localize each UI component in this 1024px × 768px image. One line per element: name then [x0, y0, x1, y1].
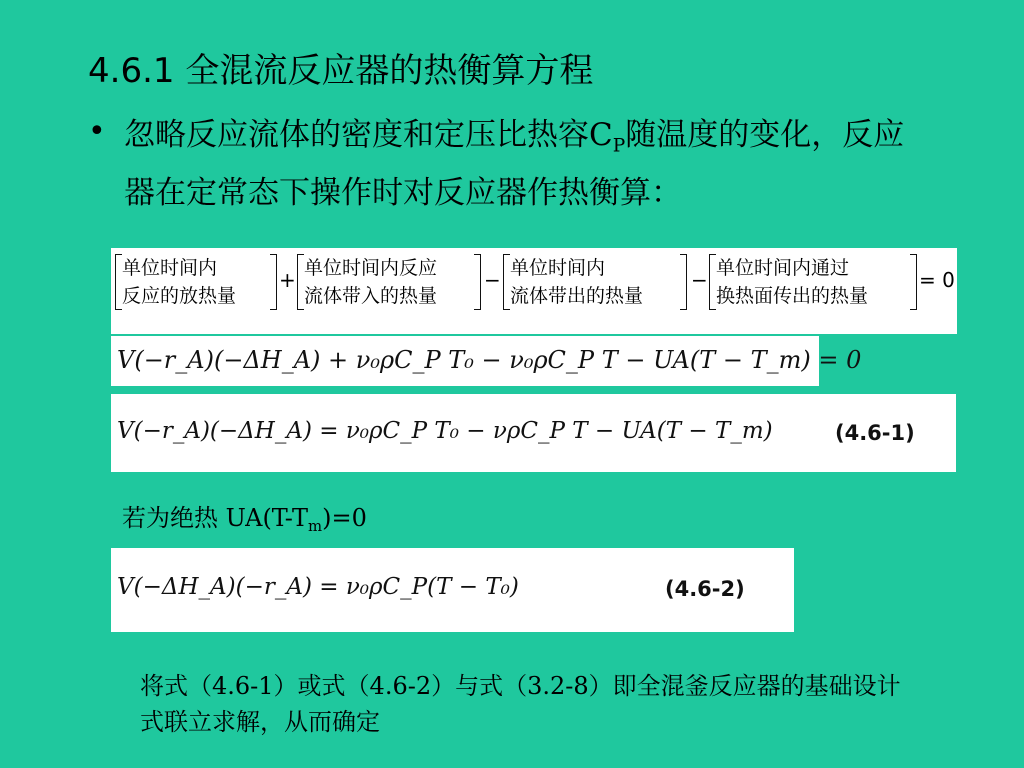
equation-steady-state-text: V(−r_A)(−ΔH_A) + ν₀ρC_P T₀ − ν₀ρC_P T − UA(T − T_m) = 0 [117, 346, 862, 374]
adiabatic-condition-subscript: m [308, 517, 323, 536]
equation-4-6-1-text: V(−r_A)(−ΔH_A) = ν₀ρC_P T₀ − νρC_P T − UA(T − T_m) [117, 418, 773, 444]
operator-plus: + [279, 268, 296, 292]
closing-note: 将式（4.6-1）或式（4.6-2）与式（3.2-8）即全混釜反应器的基础设计式联立求解，从而确定 [140, 672, 901, 736]
adiabatic-condition [122, 498, 367, 535]
bullet-text-subscript: P [612, 135, 626, 157]
term-heat-in-line1: 单位时间内反应 [304, 257, 438, 279]
bullet-text [124, 112, 934, 217]
term-heat-released [115, 254, 277, 310]
term-heat-in-line2: 流体带入的热量 [304, 285, 438, 307]
operator-minus-1: − [484, 268, 501, 292]
bullet-text-before: 忽略反应流体的密度和定压比热容C [124, 117, 613, 153]
bullet-text-after: 随温度的变化，反应器在定常态下操作时对反应器作热衡算： [124, 117, 905, 211]
term-heat-released-line1: 单位时间内 [122, 257, 218, 279]
operator-minus-2: − [691, 268, 708, 292]
term-heat-exchanged-line1: 单位时间内通过 [716, 257, 850, 279]
slide-title: 4.6.1 全混流反应器的热衡算方程 [88, 51, 594, 91]
equation-4-6-2-number: (4.6-2) [665, 577, 745, 601]
bullet-marker: • [88, 114, 106, 149]
equation-steady-state [111, 336, 862, 386]
equation-4-6-2-text: V(−ΔH_A)(−r_A) = ν₀ρC_P(T − T₀) [117, 574, 519, 600]
adiabatic-condition-tail: )=0 [322, 504, 367, 532]
equals-zero: = 0 [919, 268, 955, 292]
adiabatic-condition-label: 若为绝热 UA(T-T [122, 504, 308, 532]
heat-balance-word-equation [111, 248, 957, 334]
term-heat-exchanged [709, 254, 917, 310]
term-heat-in [297, 254, 481, 310]
term-heat-out-line2: 流体带出的热量 [510, 285, 644, 307]
term-heat-out [503, 254, 687, 310]
term-heat-exchanged-line2: 换热面传出的热量 [716, 285, 869, 307]
equation-4-6-1-number: (4.6-1) [835, 421, 915, 445]
equation-4-6-1 [111, 394, 956, 472]
term-heat-released-line2: 反应的放热量 [122, 285, 237, 307]
term-heat-out-line1: 单位时间内 [510, 257, 606, 279]
equation-4-6-2 [111, 548, 794, 632]
